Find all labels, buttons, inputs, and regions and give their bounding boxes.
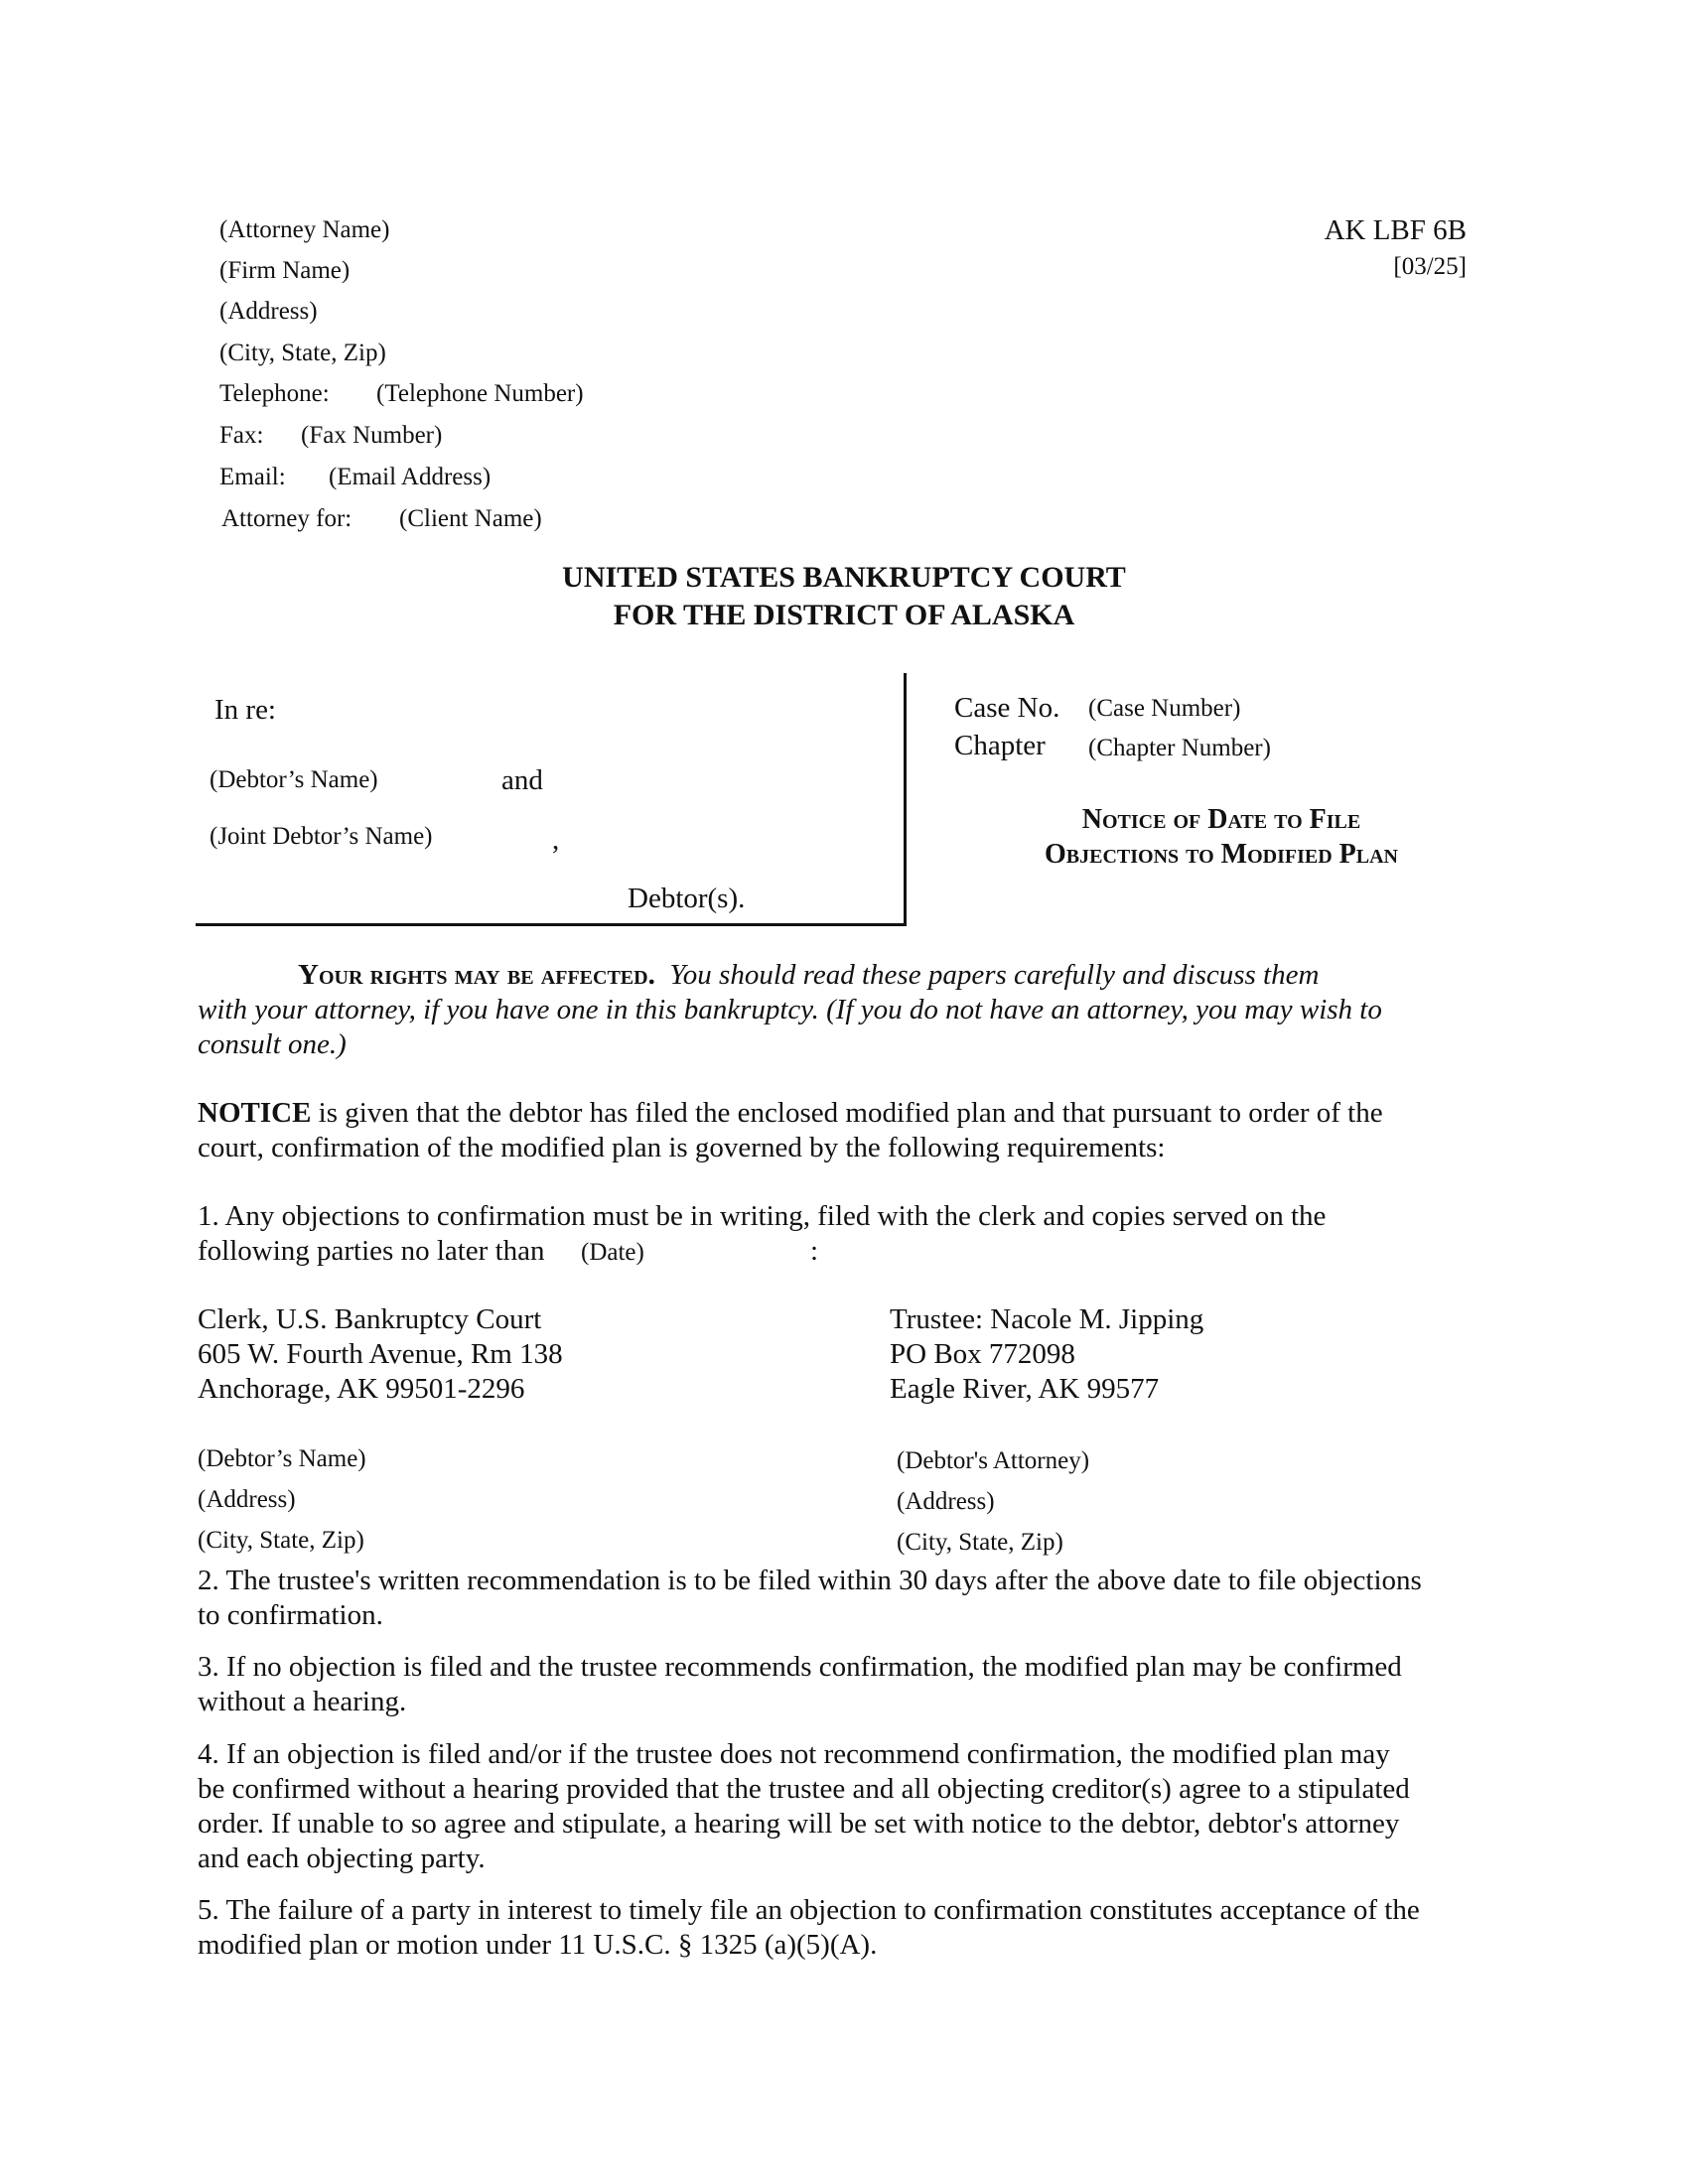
court-name-line1: UNITED STATES BANKRUPTCY COURT [562,561,1126,594]
rights-text-line1: You should read these papers carefully and discuss them [669,959,1320,991]
court-name-line2: FOR THE DISTRICT OF ALASKA [613,599,1075,631]
item4-line2: be confirmed without a hearing provided that the trustee and all objecting creditor(s) agree to a stipulated [198,1773,1410,1805]
attorney-address: (Address) [219,298,318,325]
caption-comma: , [552,824,560,856]
notice-title-line2: Objections to Modified Plan [1044,839,1398,870]
service-attorney-city-state-zip: (City, State, Zip) [897,1529,1063,1556]
service-debtor-address: (Address) [198,1486,296,1513]
item5-line1: 5. The failure of a party in interest to timely file an objection to confirmation constitutes acceptance of the [198,1894,1420,1926]
service-attorney-address: (Address) [897,1488,995,1515]
notice-bold-word: NOTICE [198,1097,312,1129]
rights-text-line3: consult one.) [198,1028,347,1060]
rights-dot: . [647,959,655,991]
item4-line3: order. If unable to so agree and stipulate, a hearing will be set with notice to the debtor, debtor's attorney [198,1808,1400,1840]
caption-divider [904,673,907,926]
clerk-line1: Clerk, U.S. Bankruptcy Court [198,1303,542,1335]
notice-text-line2: court, confirmation of the modified plan is governed by the following requirements: [198,1132,1166,1163]
attorney-for-value: (Client Name) [399,505,542,532]
trustee-line2: PO Box 772098 [890,1338,1075,1370]
telephone-value: (Telephone Number) [376,380,584,407]
item1-colon: : [810,1235,819,1267]
caption-debtors: Debtor(s). [628,883,746,914]
item1-date-placeholder: (Date) [581,1239,644,1266]
item1-line1: 1. Any objections to confirmation must be in writing, filed with the clerk and copies served on the [198,1200,1327,1232]
in-re-label: In re: [214,694,276,726]
email-value: (Email Address) [329,464,492,490]
notice-text-line1: is given that the debtor has filed the enclosed modified plan and that pursuant to order of the [311,1097,1383,1129]
notice-line1 [198,1097,1383,1130]
chapter-value: (Chapter Number) [1088,735,1271,761]
item3-line1: 3. If no objection is filed and the trustee recommends confirmation, the modified plan may be confirmed [198,1651,1402,1683]
service-debtor-city-state-zip: (City, State, Zip) [198,1527,364,1554]
case-no-label: Case No. [954,692,1060,724]
clerk-line3: Anchorage, AK 99501-2296 [198,1373,525,1405]
trustee-line3: Eagle River, AK 99577 [890,1373,1160,1405]
form-revision: [03/25] [1393,253,1467,280]
email-label: Email: [219,464,286,490]
fax-label: Fax: [219,422,264,449]
case-no-value: (Case Number) [1088,695,1241,722]
trustee-line1: Trustee: Nacole M. Jipping [890,1303,1204,1335]
caption-debtor-name: (Debtor’s Name) [210,766,378,793]
rights-text-line2: with your attorney, if you have one in this bankruptcy. (If you do not have an attorney, you may wish to [198,994,1382,1025]
item4-line1: 4. If an objection is filed and/or if the trustee does not recommend confirmation, the modified plan may [198,1738,1390,1770]
item5-line2: modified plan or motion under 11 U.S.C. § 1325 (a)(5)(A). [198,1929,878,1961]
item1-line2: following parties no later than [198,1235,545,1267]
firm-name: (Firm Name) [219,257,351,284]
item2-line2: to confirmation. [198,1599,383,1631]
rights-line1 [298,959,1319,992]
telephone-label: Telephone: [219,380,330,407]
attorney-name: (Attorney Name) [219,216,390,243]
clerk-line2: 605 W. Fourth Avenue, Rm 138 [198,1338,563,1370]
service-debtor-name: (Debtor’s Name) [198,1445,366,1472]
notice-title-line1: Notice of Date to File [1081,804,1361,835]
item4-line4: and each objecting party. [198,1843,486,1874]
form-code: AK LBF 6B [1324,214,1467,246]
item3-line2: without a hearing. [198,1686,407,1717]
caption-joint-debtor-name: (Joint Debtor’s Name) [210,823,433,850]
rights-bold-lead: Your rights may be affected [298,959,648,991]
chapter-label: Chapter [954,730,1046,761]
attorney-city-state-zip: (City, State, Zip) [219,340,386,366]
fax-value: (Fax Number) [301,422,443,449]
item2-line1: 2. The trustee's written recommendation is to be filed within 30 days after the above date to file objections [198,1565,1422,1596]
caption-rule [196,923,907,926]
caption-and: and [501,764,543,796]
service-attorney-name: (Debtor's Attorney) [897,1447,1090,1474]
attorney-for-label: Attorney for: [221,505,352,532]
